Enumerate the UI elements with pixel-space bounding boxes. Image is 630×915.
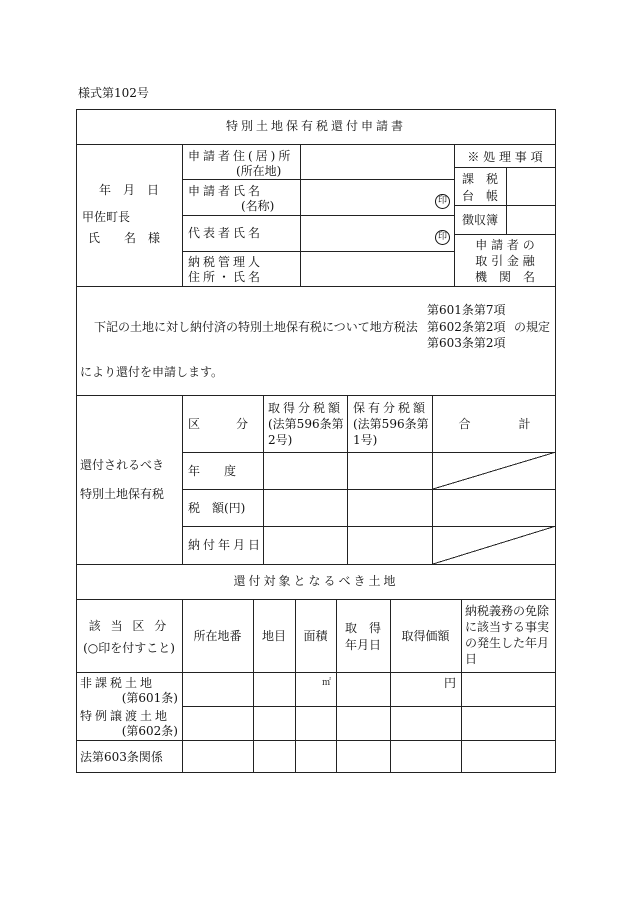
seal-mark: 印 bbox=[435, 194, 450, 209]
name-sub-label: (名称) bbox=[241, 199, 275, 213]
price-unit: 円 bbox=[444, 676, 457, 690]
col-holding-1: 保有分税額 bbox=[353, 401, 429, 415]
category-nontaxable: 非課税土地 bbox=[80, 676, 156, 690]
statement-article-3: 第603条第2項 bbox=[427, 336, 506, 350]
col-category: 区 分 bbox=[188, 417, 249, 431]
ledger-label-1: 課 税 bbox=[462, 172, 499, 186]
statement-article-2: 第602条第2項 bbox=[427, 320, 506, 334]
refund-side-label-2: 特別土地保有税 bbox=[80, 487, 165, 501]
category-article-603: 法第603条関係 bbox=[80, 750, 163, 764]
col-total: 合 計 bbox=[458, 417, 531, 431]
address-sub-label: (所在地) bbox=[236, 164, 282, 178]
category-special-transfer-article: (第602条) bbox=[121, 724, 178, 738]
land-col-type: 地目 bbox=[261, 629, 286, 643]
recipient-name-line: 氏 名 様 bbox=[88, 231, 161, 245]
land-col-exemption-4: 日 bbox=[465, 652, 478, 666]
row-year: 年 度 bbox=[188, 464, 237, 478]
representative-field[interactable] bbox=[300, 219, 430, 249]
name-label: 申請者氏名 bbox=[188, 184, 264, 198]
form-number: 様式第102号 bbox=[78, 86, 149, 100]
bank-label-3: 機 関 名 bbox=[474, 270, 535, 284]
statement-text: 下記の土地に対し納付済の特別土地保有税について地方税法 bbox=[94, 320, 418, 334]
recipient-town: 甲佐町長 bbox=[82, 210, 131, 224]
col-acquisition-1: 取得分税額 bbox=[268, 401, 344, 415]
tax-manager-label: 納税管理人 bbox=[188, 255, 264, 269]
land-col-exemption-1: 納税義務の免除 bbox=[465, 604, 550, 618]
address-label: 申請者住(居)所 bbox=[188, 149, 294, 163]
refund-application-form bbox=[76, 109, 556, 773]
bank-label-1: 申 請 者 の bbox=[475, 238, 535, 252]
tax-manager-address-label: 住所・氏名 bbox=[188, 270, 264, 284]
land-col-date-2: 年月日 bbox=[344, 638, 381, 652]
land-col-category-2: (○印を付すこと) bbox=[83, 641, 175, 655]
area-unit: ㎡ bbox=[322, 678, 332, 688]
category-special-transfer: 特例譲渡土地 bbox=[80, 709, 171, 723]
representative-label: 代表者氏名 bbox=[188, 226, 264, 240]
statement-suffix: の規定 bbox=[514, 320, 551, 334]
date-label: 年 月 日 bbox=[98, 183, 159, 197]
bank-label-2: 取 引 金 融 bbox=[475, 254, 535, 268]
land-col-lot: 所在地番 bbox=[193, 629, 242, 643]
category-nontaxable-article: (第601条) bbox=[121, 691, 178, 705]
seal-mark: 印 bbox=[435, 230, 450, 245]
ledger-label-2: 台 帳 bbox=[462, 189, 499, 203]
col-holding-3: 1号) bbox=[353, 433, 378, 447]
land-col-category-1: 該 当 区 分 bbox=[88, 619, 170, 633]
row-tax-amount: 税 額(円) bbox=[188, 501, 246, 515]
address-field[interactable] bbox=[300, 147, 454, 179]
collection-book-label: 徴収簿 bbox=[462, 213, 499, 227]
name-field[interactable] bbox=[300, 182, 430, 214]
statement-line-2: により還付を申請します。 bbox=[80, 365, 224, 379]
land-col-date-1: 取 得 bbox=[344, 621, 381, 635]
land-col-exemption-3: の発生した年月 bbox=[465, 636, 550, 650]
col-holding-2: (法第596条第 bbox=[353, 417, 429, 431]
land-col-area: 面積 bbox=[303, 629, 328, 643]
land-col-exemption-2: に該当する事実 bbox=[465, 620, 550, 634]
land-col-price: 取得価額 bbox=[401, 629, 450, 643]
col-acquisition-2: (法第596条第 bbox=[268, 417, 344, 431]
form-title: 特別土地保有税還付申請書 bbox=[225, 119, 406, 133]
row-payment-date: 納付年月日 bbox=[188, 538, 264, 552]
office-use-header: ※ 処 理 事 項 bbox=[467, 150, 543, 164]
statement-article-1: 第601条第7項 bbox=[427, 303, 506, 317]
refund-side-label-1: 還付されるべき bbox=[80, 458, 165, 472]
land-section-title: 還付対象となるべき土地 bbox=[233, 574, 399, 588]
col-acquisition-3: 2号) bbox=[268, 433, 293, 447]
tax-manager-field[interactable] bbox=[300, 253, 454, 285]
